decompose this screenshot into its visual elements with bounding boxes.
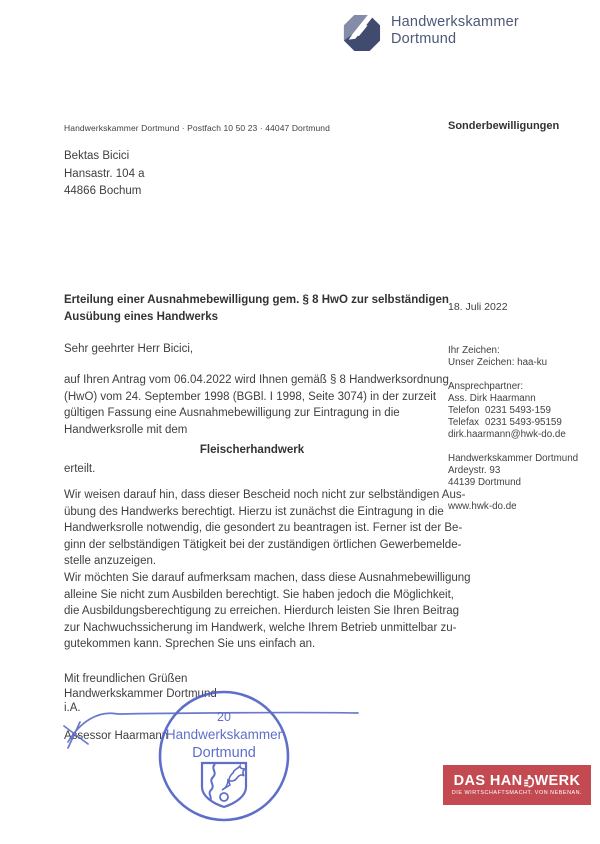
ansprechpartner-label: Ansprechpartner:: [448, 381, 524, 392]
salutation: Sehr geehrter Herr Bicici,: [64, 343, 194, 355]
closing-org: Handwerkskammer Dortmund: [64, 687, 217, 700]
craft-name: Fleischerhandwerk: [199, 444, 305, 456]
closing-greeting: Mit freundlichen Grüßen: [64, 673, 188, 685]
contact-email: dirk.haarmann@hwk-do.de: [448, 429, 566, 440]
ihr-zeichen-label: Ihr Zeichen:: [448, 345, 500, 356]
closing-ia: i.A.: [64, 702, 81, 714]
recipient-city: 44866 Bochum: [64, 185, 142, 197]
das-handwerk-title-right: WERK: [534, 773, 581, 790]
org-address-line3: 44139 Dortmund: [448, 477, 521, 488]
contact-telefax: Telefax 0231 5493-95159: [448, 417, 562, 428]
recipient-address: [64, 148, 145, 201]
org-website: www.hwk-do.de: [448, 501, 517, 512]
recipient-street: Hansastr. 104 a: [64, 167, 145, 180]
letterhead-org-line2: Dortmund: [391, 31, 457, 47]
department-title: Sonderbewilligungen: [448, 120, 560, 132]
contact-name: Ass. Dirk Haarmann: [448, 393, 536, 404]
svg-text:Handwerkskammer: Handwerkskammer: [165, 727, 283, 742]
stamp-number: 20: [217, 710, 231, 724]
letterhead: [343, 14, 519, 57]
org-address-line2: Ardeystr. 93: [448, 465, 501, 476]
paragraph-1: auf Ihren Antrag vom 06.04.2022 wird Ihnen gemäß § 8 Handwerksordnung (HwO) vom 24. September 1998 (BGBl. I 1998, Seite 3074) in der zurzeit gültigen Fassung eine Ausnahmebewilligung zur Eintragung in die Handwerksrolle mit dem: [64, 374, 449, 436]
das-handwerk-logo: [444, 766, 590, 804]
svg-text:Dortmund: Dortmund: [192, 745, 256, 761]
contact-telefon: Telefon 0231 5493-159: [448, 405, 551, 416]
thumbs-up-icon: [523, 775, 534, 788]
paragraph-3: Wir möchten Sie darauf aufmerksam machen, dass diese Ausnahmebewilligung alleine Sie nicht zum Ausbilden berechtigt. Sie haben jedoch die Möglichkeit, die Ausbildungsberechtigung zu erreichen. Hierdurch leisten Sie Ihren Beitrag zur Nachwuchssicherung im Handwerk, welche Ihrem Betrieb unmittelbar zu- gutekommen kann. Sprechen Sie uns einfach an.: [64, 572, 471, 650]
hwk-octagon-logo-icon: [343, 14, 381, 57]
subject-line-2: Ausübung eines Handwerks: [64, 311, 219, 323]
letter-date: 18. Juli 2022: [448, 301, 508, 313]
org-address-line1: Handwerkskammer Dortmund: [448, 453, 579, 464]
das-handwerk-title-left: DAS HAN: [453, 773, 523, 790]
das-handwerk-subtitle: DIE WIRTSCHAFTSMACHT. VON NEBENAN.: [451, 789, 583, 796]
erteilt-text: erteilt.: [64, 463, 96, 475]
paragraph-2: Wir weisen darauf hin, dass dieser Bescheid noch nicht zur selbständigen Aus- übung des Handwerks berechtigt. Hierzu ist zunächst die Eintragung in die Handwerksrolle notwendig, die gesondert zu beantragen ist. Ferner ist der Be- ginn der selbständigen Tätigkeit bei der zuständigen örtlichen Gewerbemelde- stelle anzuzeigen.: [64, 489, 466, 567]
subject-line: [64, 292, 454, 326]
letterhead-org-line1: Handwerkskammer: [391, 14, 519, 30]
subject-line-1: Erteilung einer Ausnahmebewilligung gem. § 8 HwO zur selbständigen: [64, 294, 449, 306]
sender-return-address: Handwerkskammer Dortmund · Postfach 10 50 23 · 44047 Dortmund: [64, 123, 330, 133]
recipient-name: Bektas Bicici: [64, 150, 130, 162]
signer-name: Assessor Haarmann: [64, 730, 169, 742]
unser-zeichen: Unser Zeichen: haa-ku: [448, 357, 548, 368]
handwritten-signature: [58, 698, 370, 755]
letterhead-org-name: [391, 14, 519, 48]
